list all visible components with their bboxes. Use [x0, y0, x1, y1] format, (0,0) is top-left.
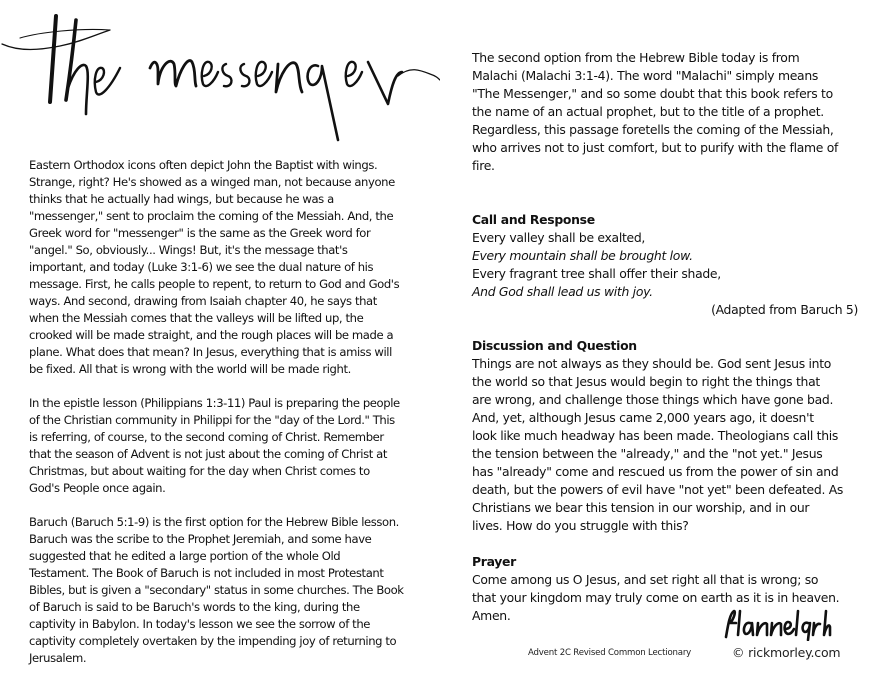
text-line: death, but the powers of evil have "not yet" been defeated. As: [472, 482, 844, 497]
text-line: Christmas, but about waiting for the day when Christ comes to: [29, 464, 370, 478]
paragraph-baruch: [29, 514, 429, 667]
text-line: the name of an actual prophet, but to the title of a prophet.: [472, 104, 824, 119]
text-line: important, and today (Luke 3:1-6) we see the dual nature of his: [29, 260, 374, 274]
text-line: Come among us O Jesus, and set right all that is wrong; so: [472, 572, 819, 587]
text-line: suggested that he edited a large portion of the whole Old: [29, 549, 341, 563]
text-line: fire.: [472, 158, 495, 173]
text-line: are wrong, and challenge those things which have gone bad.: [472, 392, 834, 407]
text-line: The second option from the Hebrew Bible today is from: [472, 50, 800, 65]
text-line: crooked will be made straight, and the rough places will be made a: [29, 328, 394, 342]
paragraph-john-baptist: [29, 157, 429, 378]
text-line: thinks that he actually had wings, but because he was a: [29, 192, 334, 206]
paragraph-gap: [29, 497, 429, 514]
paragraph-epistle: [29, 395, 429, 497]
text-line: ways. And second, drawing from Isaiah chapter 40, he says that: [29, 294, 377, 308]
text-line: lives. How do you struggle with this?: [472, 518, 689, 533]
text-line: captivity completely overtaken by the impending joy of returning to: [29, 634, 397, 648]
text-line: is referring, of course, to the second coming of Christ. Remember: [29, 430, 384, 444]
text-line: Testament. The Book of Baruch is not included in most Protestant: [29, 566, 384, 580]
lectionary-label: Advent 2C Revised Common Lectionary: [528, 648, 692, 658]
text-line: the world so that Jesus would begin to right the things that: [472, 374, 820, 389]
text-line: And, yet, although Jesus came 2,000 years ago, it doesn't: [472, 410, 814, 425]
text-line: look like much headway has been made. Theologians call this: [472, 428, 839, 443]
section-heading: Prayer: [472, 554, 516, 569]
response-line: And God shall lead us with joy.: [472, 284, 653, 299]
text-line: that your kingdom may truly come on earth as it is in heaven.: [472, 590, 840, 605]
text-line: "angel." So, obviously... Wings! But, it's the message that's: [29, 243, 348, 257]
text-line: plane. What does that mean? In Jesus, everything that is amiss will: [29, 345, 392, 359]
response-line: Every mountain shall be brought low.: [472, 248, 693, 263]
section-heading: Call and Response: [472, 212, 595, 227]
paragraph-gap: [29, 378, 429, 395]
text-line: Amen.: [472, 608, 511, 623]
text-line: message. First, he calls people to repent, to return to God and God's: [29, 277, 400, 291]
attribution: (Adapted from Baruch 5): [711, 302, 858, 317]
section-discussion: [472, 337, 862, 535]
text-line: be fixed. All that is wrong with the world will be made right.: [29, 362, 351, 376]
text-line: "The Messenger," and so some doubt that this book refers to: [472, 86, 833, 101]
text-line: God's People once again.: [29, 481, 166, 495]
text-line: that the season of Advent is not just about the coming of Christ at: [29, 447, 388, 461]
call-line: Every fragrant tree shall offer their shade,: [472, 266, 721, 281]
text-line: has "already" come and rescued us from the power of sin and: [472, 464, 839, 479]
text-line: Bibles, but is given a "secondary" status in some churches. The Book: [29, 583, 404, 597]
text-line: Things are not always as they should be. God sent Jesus into: [472, 356, 832, 371]
text-line: In the epistle lesson (Philippians 1:3-11) Paul is preparing the people: [29, 396, 400, 410]
text-line: of Baruch is said to be Baruch's words to the king, during the: [29, 600, 360, 614]
section-gap: [472, 175, 862, 211]
section-gap: [472, 319, 862, 337]
text-line: Malachi (Malachi 3:1-4). The word "Malachi" simply means: [472, 68, 819, 83]
text-line: "messenger," sent to proclaim the coming of the Messiah. And, the: [29, 209, 394, 223]
text-line: Greek word for "messenger" is the same as the Greek word for: [29, 226, 371, 240]
text-line: Jerusalem.: [29, 651, 87, 665]
text-line: Eastern Orthodox icons often depict John the Baptist with wings.: [29, 158, 378, 172]
text-line: Baruch (Baruch 5:1-9) is the first option for the Hebrew Bible lesson.: [29, 515, 399, 529]
right-column: [472, 49, 862, 625]
section-gap: [472, 535, 862, 553]
text-line: Strange, right? He's showed as a winged man, not because anyone: [29, 175, 395, 189]
text-line: captivity in Babylon. In today's lesson we see the sorrow of the: [29, 617, 370, 631]
call-line: Every valley shall be exalted,: [472, 230, 646, 245]
text-line: Baruch was the scribe to the Prophet Jeremiah, and some have: [29, 532, 372, 546]
text-line: Regardless, this passage foretells the coming of the Messiah,: [472, 122, 834, 137]
paragraph-malachi: [472, 49, 862, 175]
section-heading: Discussion and Question: [472, 338, 637, 353]
text-line: the tension between the "already," and the "not yet." Jesus: [472, 446, 823, 461]
text-line: when the Messiah comes that the valleys will be lifted up, the: [29, 311, 364, 325]
title-script-logo: [0, 0, 440, 150]
text-line: who arrives not to just comfort, but to purify with the flame of: [472, 140, 839, 155]
text-line: Christians we bear this tension in our worship, and in our: [472, 500, 810, 515]
left-column: [29, 157, 429, 667]
copyright-label: © rickmorley.com: [732, 645, 841, 660]
flannelgraph-logo: [722, 607, 832, 641]
section-call-and-response: [472, 211, 862, 319]
text-line: of the Christian community in Philippi for the "day of the Lord." This: [29, 413, 395, 427]
